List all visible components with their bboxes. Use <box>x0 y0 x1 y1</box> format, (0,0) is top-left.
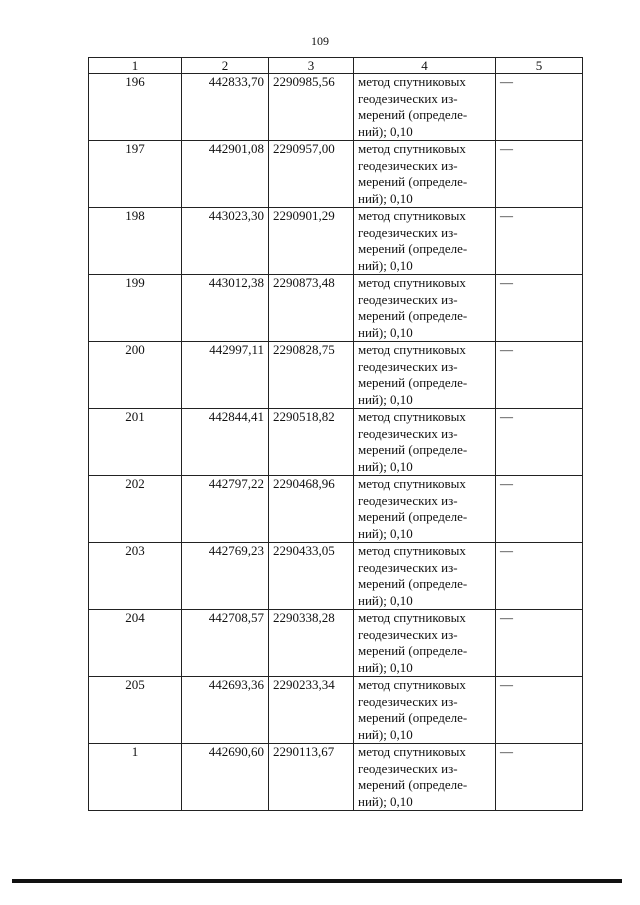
y-coordinate-cell: 2290873,48 <box>269 275 354 342</box>
method-line: геодезических из- <box>358 626 458 642</box>
header-cell-4: 4 <box>354 58 496 74</box>
table-body <box>89 74 583 811</box>
table-row <box>89 543 583 610</box>
method-line: геодезических из- <box>358 425 458 441</box>
point-number-cell: 201 <box>89 409 182 476</box>
method-line: метод спутниковых <box>358 342 466 357</box>
method-line: геодезических из- <box>358 90 458 106</box>
note-cell: — <box>496 208 583 275</box>
y-coordinate-cell: 2290433,05 <box>269 543 354 610</box>
method-cell <box>354 141 496 208</box>
method-cell <box>354 74 496 141</box>
x-coordinate-cell: 442997,11 <box>182 342 269 409</box>
method-line: мерений (определе- <box>358 442 468 457</box>
method-line: мерений (определе- <box>358 241 468 256</box>
method-line: мерений (определе- <box>358 509 468 524</box>
note-cell: — <box>496 476 583 543</box>
method-cell <box>354 476 496 543</box>
method-line: метод спутниковых <box>358 610 466 625</box>
x-coordinate-cell: 442769,23 <box>182 543 269 610</box>
y-coordinate-cell: 2290113,67 <box>269 744 354 811</box>
method-line: метод спутниковых <box>358 275 466 290</box>
coordinates-table <box>88 57 583 811</box>
x-coordinate-cell: 443012,38 <box>182 275 269 342</box>
note-cell: — <box>496 275 583 342</box>
method-line: мерений (определе- <box>358 777 468 792</box>
point-number-cell: 1 <box>89 744 182 811</box>
table-row <box>89 610 583 677</box>
table-row <box>89 409 583 476</box>
method-line: мерений (определе- <box>358 174 468 189</box>
x-coordinate-cell: 442693,36 <box>182 677 269 744</box>
table-row <box>89 208 583 275</box>
point-number-cell: 202 <box>89 476 182 543</box>
table-row <box>89 74 583 141</box>
y-coordinate-cell: 2290338,28 <box>269 610 354 677</box>
page-number: 109 <box>311 34 329 48</box>
method-cell <box>354 610 496 677</box>
table-row <box>89 744 583 811</box>
method-cell <box>354 275 496 342</box>
x-coordinate-cell: 443023,30 <box>182 208 269 275</box>
method-line: геодезических из- <box>358 492 458 508</box>
method-cell <box>354 208 496 275</box>
x-coordinate-cell: 442708,57 <box>182 610 269 677</box>
note-cell: — <box>496 610 583 677</box>
method-line: ний); 0,10 <box>358 391 413 407</box>
x-coordinate-cell: 442844,41 <box>182 409 269 476</box>
table-row <box>89 141 583 208</box>
y-coordinate-cell: 2290985,56 <box>269 74 354 141</box>
note-cell: — <box>496 543 583 610</box>
point-number-cell: 200 <box>89 342 182 409</box>
method-line: геодезических из- <box>358 224 458 240</box>
method-line: мерений (определе- <box>358 308 468 323</box>
method-cell <box>354 342 496 409</box>
method-line: ний); 0,10 <box>358 458 413 474</box>
point-number-cell: 203 <box>89 543 182 610</box>
method-line: ний); 0,10 <box>358 525 413 541</box>
table-header-row <box>89 58 583 74</box>
method-line: метод спутниковых <box>358 74 466 89</box>
header-cell-2: 2 <box>182 58 269 74</box>
y-coordinate-cell: 2290828,75 <box>269 342 354 409</box>
y-coordinate-cell: 2290901,29 <box>269 208 354 275</box>
bottom-rule <box>12 879 622 883</box>
note-cell: — <box>496 342 583 409</box>
method-line: метод спутниковых <box>358 677 466 692</box>
method-line: мерений (определе- <box>358 375 468 390</box>
method-line: мерений (определе- <box>358 107 468 122</box>
x-coordinate-cell: 442833,70 <box>182 74 269 141</box>
header-cell-5: 5 <box>496 58 583 74</box>
method-line: метод спутниковых <box>358 409 466 424</box>
method-cell <box>354 677 496 744</box>
method-line: геодезических из- <box>358 760 458 776</box>
method-line: метод спутниковых <box>358 476 466 491</box>
table-row <box>89 342 583 409</box>
point-number-cell: 196 <box>89 74 182 141</box>
x-coordinate-cell: 442690,60 <box>182 744 269 811</box>
point-number-cell: 197 <box>89 141 182 208</box>
method-line: метод спутниковых <box>358 141 466 156</box>
note-cell: — <box>496 74 583 141</box>
y-coordinate-cell: 2290468,96 <box>269 476 354 543</box>
note-cell: — <box>496 409 583 476</box>
y-coordinate-cell: 2290233,34 <box>269 677 354 744</box>
point-number-cell: 199 <box>89 275 182 342</box>
method-cell <box>354 543 496 610</box>
method-line: геодезических из- <box>358 693 458 709</box>
method-line: ний); 0,10 <box>358 257 413 273</box>
y-coordinate-cell: 2290518,82 <box>269 409 354 476</box>
table-row <box>89 275 583 342</box>
y-coordinate-cell: 2290957,00 <box>269 141 354 208</box>
method-line: геодезических из- <box>358 157 458 173</box>
method-line: геодезических из- <box>358 358 458 374</box>
point-number-cell: 205 <box>89 677 182 744</box>
table-row <box>89 476 583 543</box>
method-line: мерений (определе- <box>358 643 468 658</box>
note-cell: — <box>496 141 583 208</box>
method-line: ний); 0,10 <box>358 659 413 675</box>
table-row <box>89 677 583 744</box>
method-cell <box>354 409 496 476</box>
method-line: метод спутниковых <box>358 543 466 558</box>
method-line: метод спутниковых <box>358 744 466 759</box>
header-cell-3: 3 <box>269 58 354 74</box>
point-number-cell: 204 <box>89 610 182 677</box>
method-line: ний); 0,10 <box>358 190 413 206</box>
method-line: мерений (определе- <box>358 710 468 725</box>
note-cell: — <box>496 677 583 744</box>
point-number-cell: 198 <box>89 208 182 275</box>
method-cell <box>354 744 496 811</box>
method-line: геодезических из- <box>358 291 458 307</box>
method-line: ний); 0,10 <box>358 592 413 608</box>
method-line: ний); 0,10 <box>358 324 413 340</box>
method-line: ний); 0,10 <box>358 123 413 139</box>
method-line: ний); 0,10 <box>358 793 413 809</box>
note-cell: — <box>496 744 583 811</box>
header-cell-1: 1 <box>89 58 182 74</box>
method-line: метод спутниковых <box>358 208 466 223</box>
x-coordinate-cell: 442797,22 <box>182 476 269 543</box>
method-line: геодезических из- <box>358 559 458 575</box>
method-line: мерений (определе- <box>358 576 468 591</box>
x-coordinate-cell: 442901,08 <box>182 141 269 208</box>
method-line: ний); 0,10 <box>358 726 413 742</box>
